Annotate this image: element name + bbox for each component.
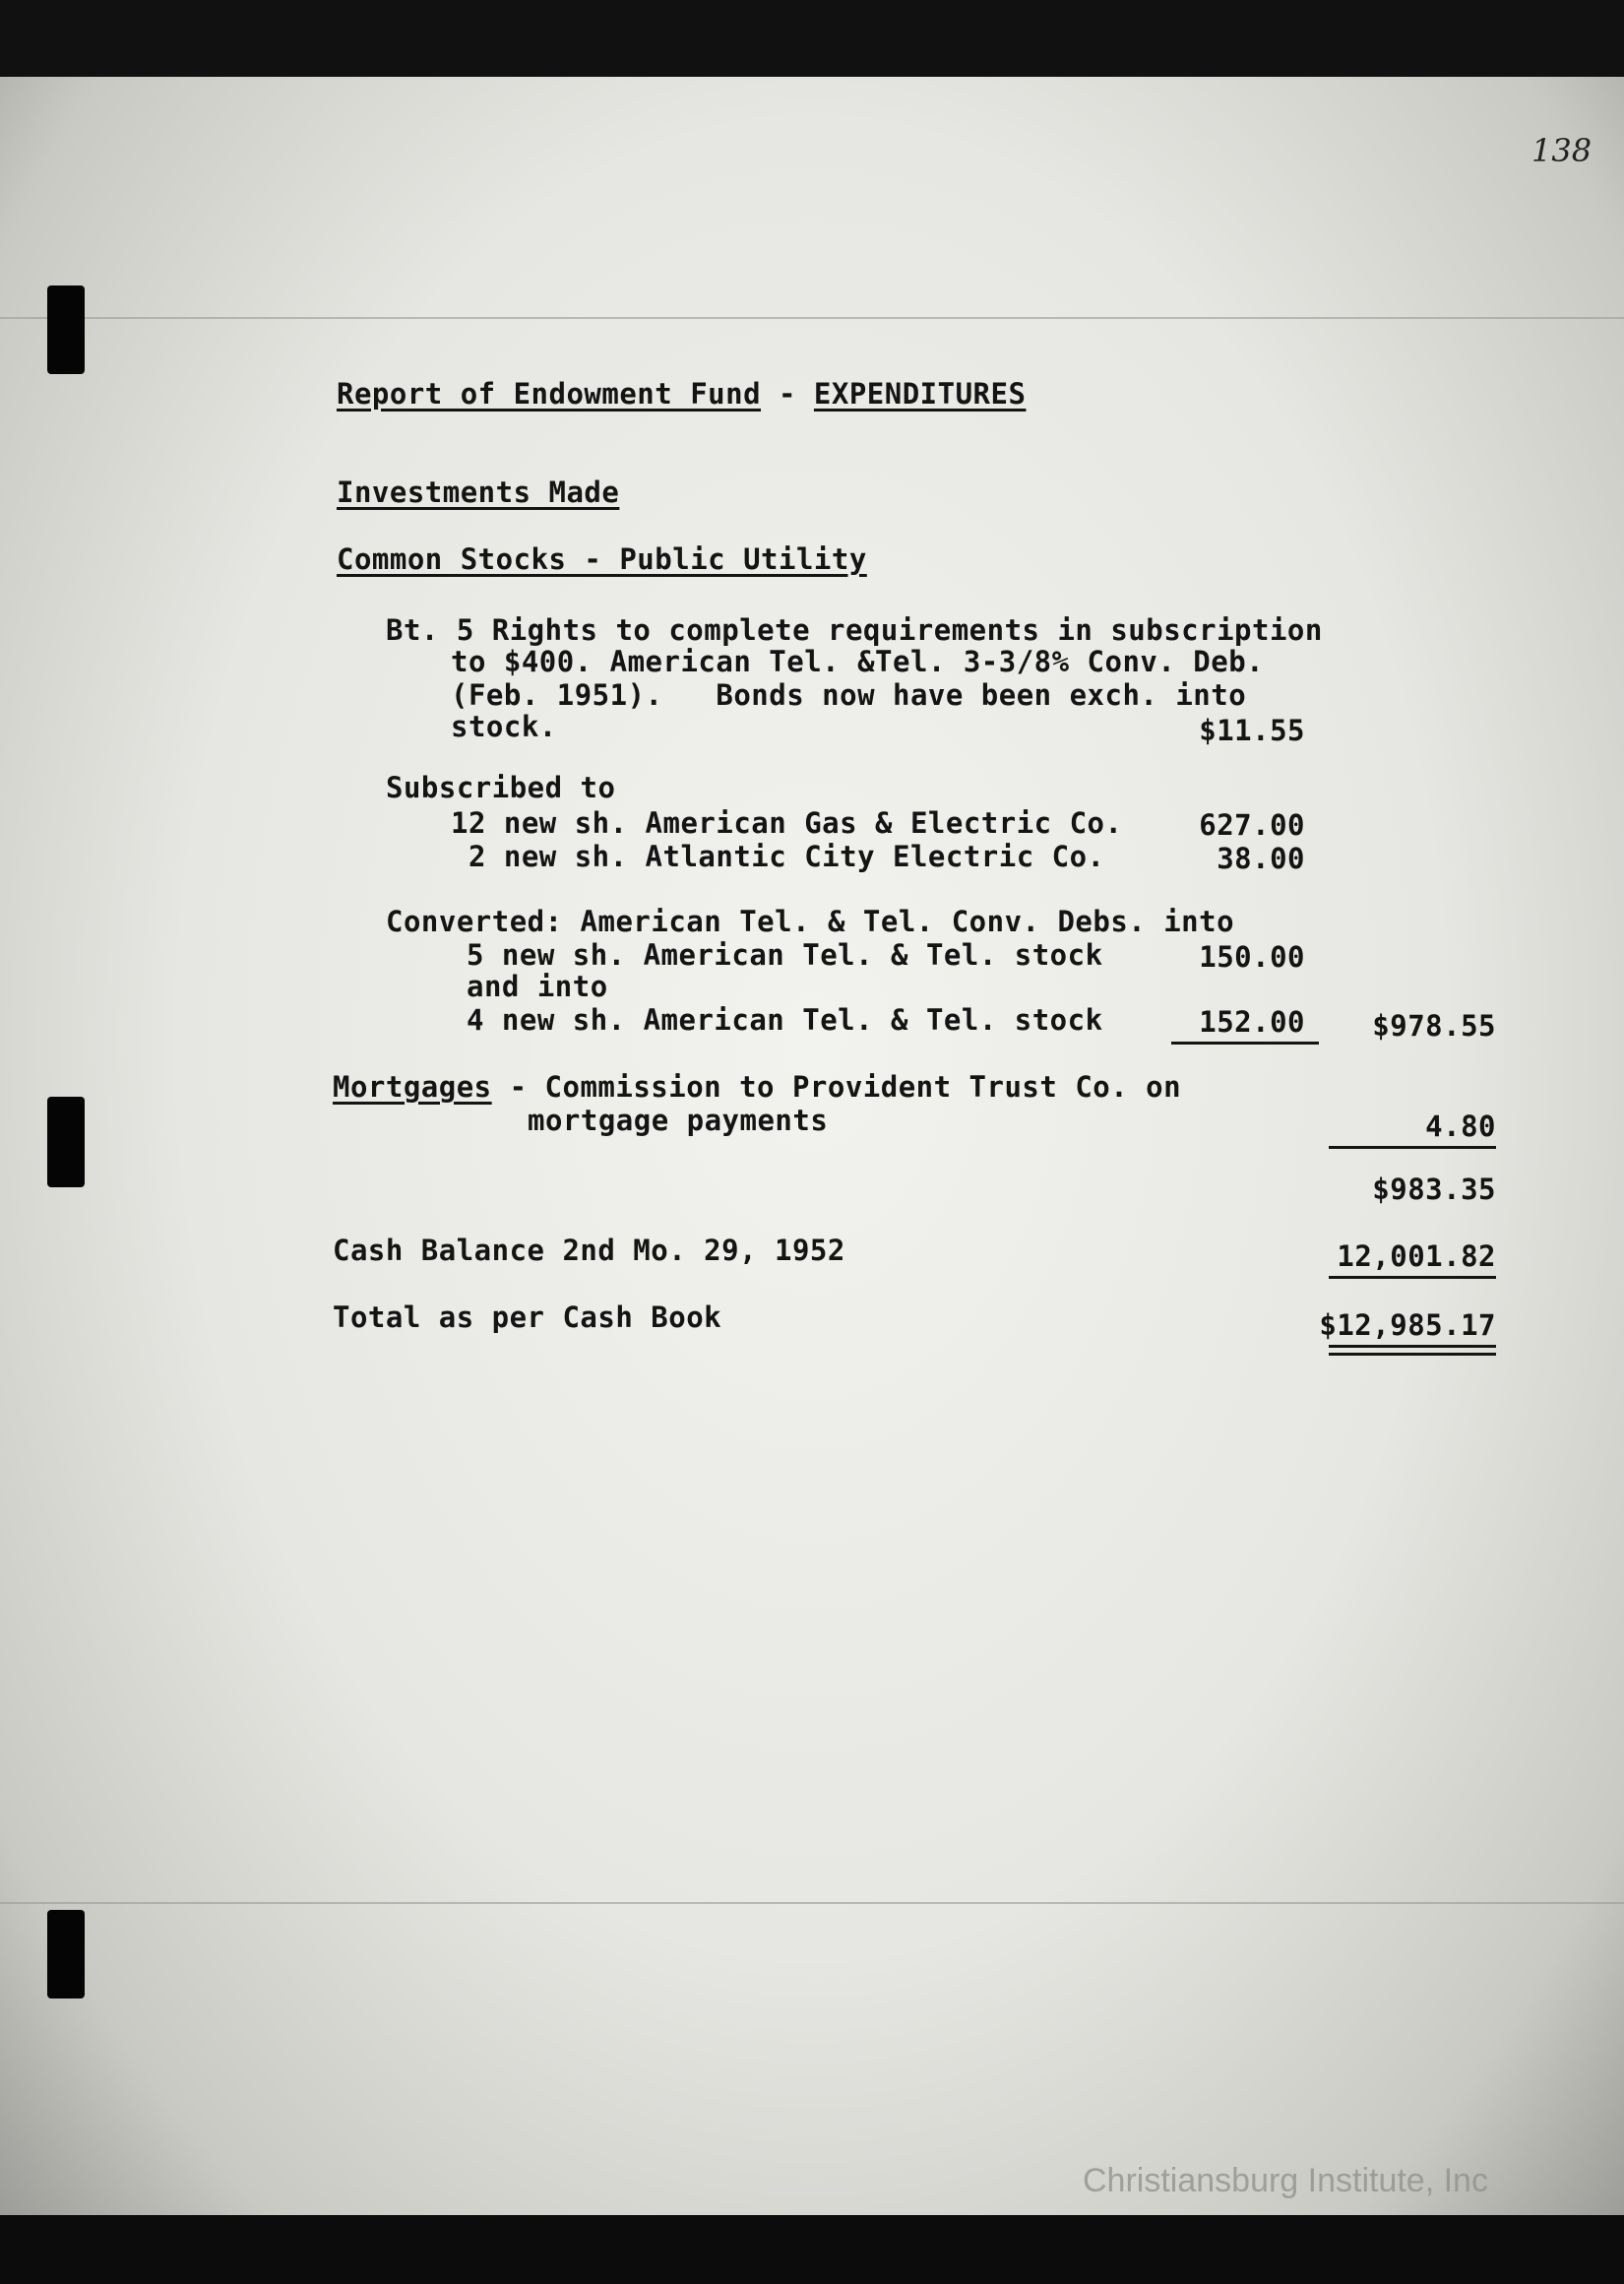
watermark: Christiansburg Institute, Inc	[1083, 2162, 1488, 2199]
cash-balance-label: Cash Balance 2nd Mo. 29, 1952	[333, 1234, 845, 1267]
punch-hole-middle	[47, 1097, 85, 1187]
report-title	[337, 378, 1026, 411]
cash-balance-amount: 12,001.82	[1337, 1239, 1496, 1273]
converted-item-1-amount: 150.00	[1199, 940, 1305, 974]
mortgages-separator: -	[491, 1070, 545, 1104]
rights-line-1: Bt. 5 Rights to complete requirements in subscription	[386, 613, 1323, 647]
mortgages-amount: 4.80	[1425, 1110, 1496, 1143]
title-left: Report of Endowment Fund	[337, 377, 762, 411]
mortgages-line-1	[333, 1071, 1181, 1104]
cash-balance-rule	[1329, 1276, 1496, 1279]
total-label: Total as per Cash Book	[333, 1301, 722, 1334]
rights-amount: $11.55	[1199, 714, 1305, 747]
mortgages-line-2: mortgage payments	[528, 1104, 829, 1137]
rights-line-3: (Feb. 1951). Bonds now have been exch. into	[451, 678, 1247, 712]
subscribed-item-2-amount: 38.00	[1217, 842, 1305, 875]
heading-common-stocks: Common Stocks - Public Utility	[337, 542, 867, 576]
title-separator: -	[761, 377, 814, 411]
subscribed-item-1: 12 new sh. American Gas & Electric Co.	[451, 806, 1123, 840]
mortgages-description: Commission to Provident Trust Co. on	[544, 1070, 1182, 1104]
mortgages-label: Mortgages	[333, 1070, 492, 1104]
converted-item-2: 4 new sh. American Tel. & Tel. stock	[467, 1003, 1103, 1037]
converted-line-1: Converted: American Tel. & Tel. Conv. Debs. into	[386, 905, 1235, 938]
subscribed-item-1-amount: 627.00	[1199, 808, 1305, 842]
expenditure-sum: $983.35	[1372, 1173, 1496, 1206]
subscribed-item-2: 2 new sh. Atlantic City Electric Co.	[451, 840, 1105, 873]
subscribed-label: Subscribed to	[386, 771, 616, 804]
mortgages-rule	[1329, 1146, 1496, 1149]
punch-hole-bottom	[47, 1910, 85, 1998]
converted-and-into: and into	[467, 970, 608, 1003]
punch-hole-top	[47, 286, 85, 374]
rights-line-2: to $400. American Tel. &Tel. 3-3/8% Conv. Deb.	[451, 645, 1265, 678]
scan-border-bottom	[0, 2215, 1624, 2284]
rights-line-4: stock.	[451, 710, 557, 743]
subtotal-rule	[1171, 1042, 1319, 1045]
title-right: EXPENDITURES	[813, 377, 1027, 411]
total-amount: $12,985.17	[1319, 1308, 1496, 1342]
total-double-rule-upper	[1329, 1345, 1496, 1348]
paper-fold-line-bottom	[0, 1902, 1624, 1904]
converted-item-1: 5 new sh. American Tel. & Tel. stock	[467, 938, 1103, 972]
stocks-subtotal: $978.55	[1372, 1009, 1496, 1043]
heading-investments-made: Investments Made	[337, 476, 620, 509]
paper-fold-line-top	[0, 317, 1624, 319]
converted-item-2-amount: 152.00	[1199, 1005, 1305, 1039]
page-number: 138	[1531, 132, 1593, 169]
total-double-rule-lower	[1329, 1353, 1496, 1356]
